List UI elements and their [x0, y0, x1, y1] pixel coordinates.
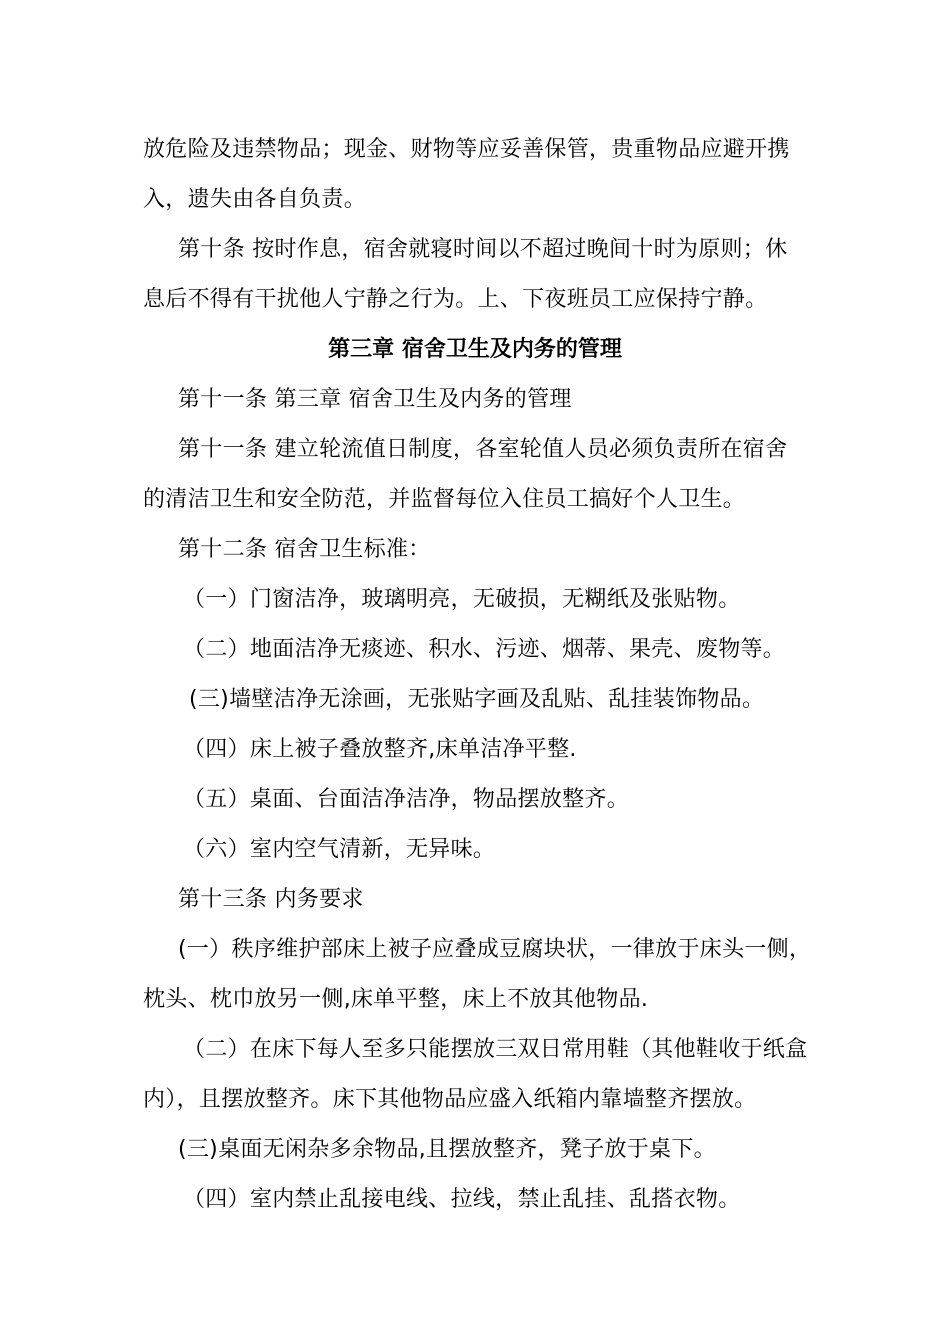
list-item: （四）室内禁止乱接电线、拉线，禁止乱挂、乱搭衣物。 [183, 1187, 741, 1212]
list-item: （六）室内空气清新，无异味。 [183, 837, 496, 862]
list-item: （二）地面洁净无痰迹、积水、污迹、烟蒂、果壳、废物等。 [183, 637, 786, 662]
article-11-line: 第十一条 建立轮流值日制度，各室轮值人员必须负责所在宿舍 [178, 437, 788, 462]
text-line: 息后不得有干扰他人宁静之行为。上、下夜班员工应保持宁静。 [143, 287, 768, 312]
list-item: （四）床上被子叠放整齐,床单洁净平整. [183, 737, 577, 762]
chapter-heading: 第三章 宿舍卫生及内务的管理 [328, 337, 622, 362]
list-item: (三)桌面无闲杂多余物品,且摆放整齐，凳子放于桌下。 [178, 1137, 716, 1162]
list-item: （五）桌面、台面洁净洁净，物品摆放整齐。 [183, 787, 630, 812]
list-item: (三)墙壁洁净无涂画，无张贴字画及乱贴、乱挂装饰物品。 [189, 687, 765, 712]
article-13-title: 第十三条 内务要求 [178, 887, 364, 912]
text-line: 的清洁卫生和安全防范，并监督每位入住员工搞好个人卫生。 [143, 487, 746, 512]
text-line: 内），且摆放整齐。床下其他物品应盛入纸箱内靠墙整齐摆放。 [143, 1087, 757, 1112]
article-10-line: 第十条 按时作息，宿舍就寝时间以不超过晚间十时为原则；休 [178, 237, 788, 262]
article-11-title: 第十一条 第三章 宿舍卫生及内务的管理 [178, 387, 572, 412]
list-item: （二）在床下每人至多只能摆放三双日常用鞋（其他鞋收于纸盒 [183, 1037, 808, 1062]
article-12-title: 第十二条 宿舍卫生标准： [178, 537, 431, 562]
text-line: 入，遗失由各自负责。 [143, 187, 367, 212]
text-line: 放危险及违禁物品；现金、财物等应妥善保管，贵重物品应避开携 [143, 137, 790, 162]
list-item: （一）门窗洁净，玻璃明亮，无破损，无糊纸及张贴物。 [183, 587, 741, 612]
text-line: 枕头、枕巾放另一侧,床单平整，床上不放其他物品. [143, 987, 649, 1012]
list-item: (一）秩序维护部床上被子应叠成豆腐块状，一律放于床头一侧， [178, 937, 812, 962]
